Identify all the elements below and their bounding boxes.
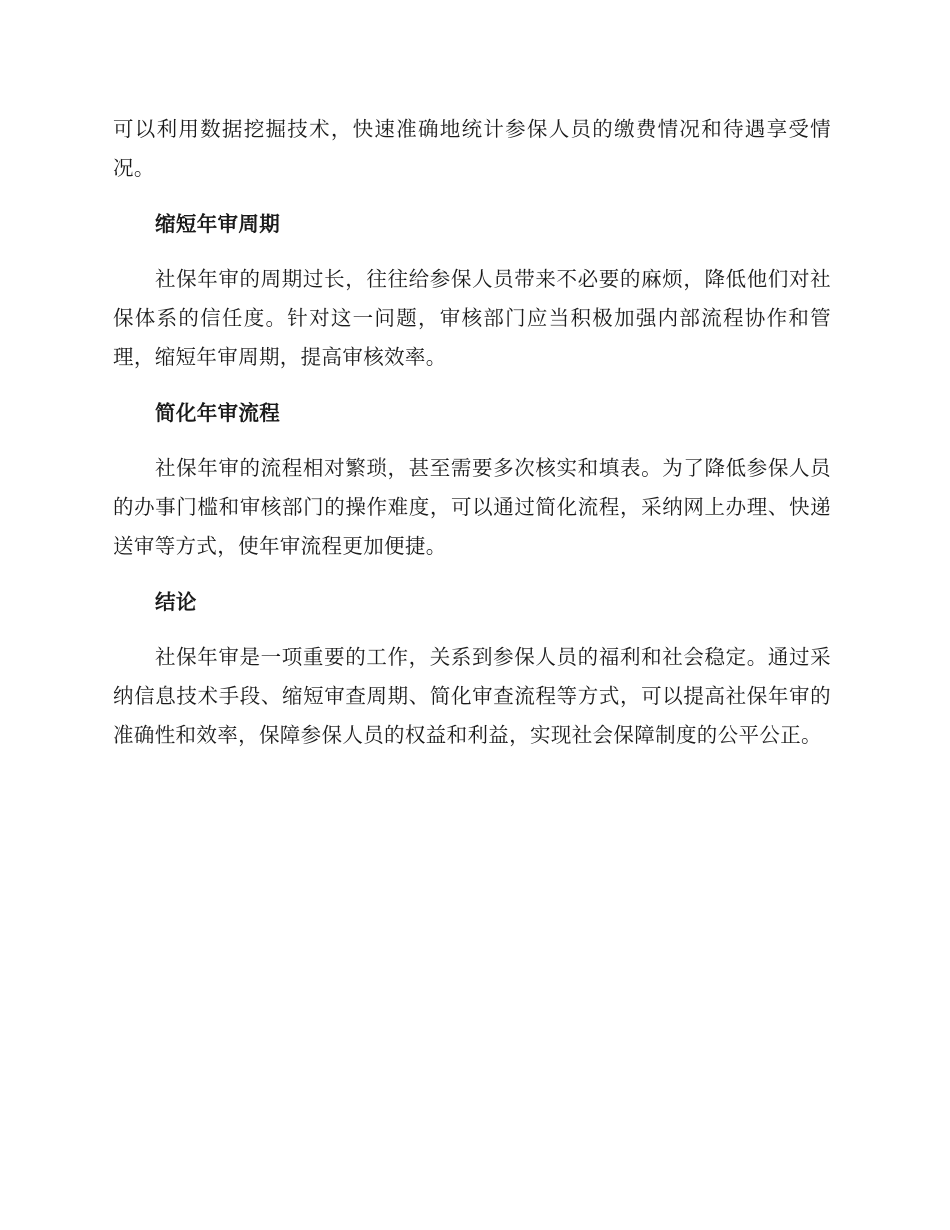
spacer <box>113 622 831 638</box>
spacer <box>113 188 831 205</box>
section-heading-simplify-process: 简化年审流程 <box>155 401 281 425</box>
section-body-conclusion: 社保年审是一项重要的工作，关系到参保人员的福利和社会稳定。通过采纳信息技术手段、缩短审查周期、简化审查流程等方式，可以提高社保年审的准确性和效率，保障参保人员的权益和利益，实现社会保障制度的公平公正。 <box>113 645 831 747</box>
spacer <box>113 244 831 260</box>
spacer <box>113 433 831 449</box>
section-body-shorten-cycle: 社保年审的周期过长，往往给参保人员带来不必要的麻烦，降低他们对社保体系的信任度。针对这一问题，审核部门应当积极加强内部流程协作和管理，缩短年审周期，提高审核效率。 <box>113 267 831 369</box>
section-heading-conclusion: 结论 <box>155 590 197 614</box>
section-body-simplify-process: 社保年审的流程相对繁琐，甚至需要多次核实和填表。为了降低参保人员的办事门槛和审核部门的操作难度，可以通过简化流程，采纳网上办理、快递送审等方式，使年审流程更加便捷。 <box>113 456 831 558</box>
spacer <box>113 566 831 583</box>
document-body <box>113 110 831 755</box>
spacer <box>113 377 831 394</box>
section-heading-shorten-cycle: 缩短年审周期 <box>155 212 281 236</box>
intro-paragraph: 可以利用数据挖掘技术，快速准确地统计参保人员的缴费情况和待遇享受情况。 <box>113 117 831 180</box>
